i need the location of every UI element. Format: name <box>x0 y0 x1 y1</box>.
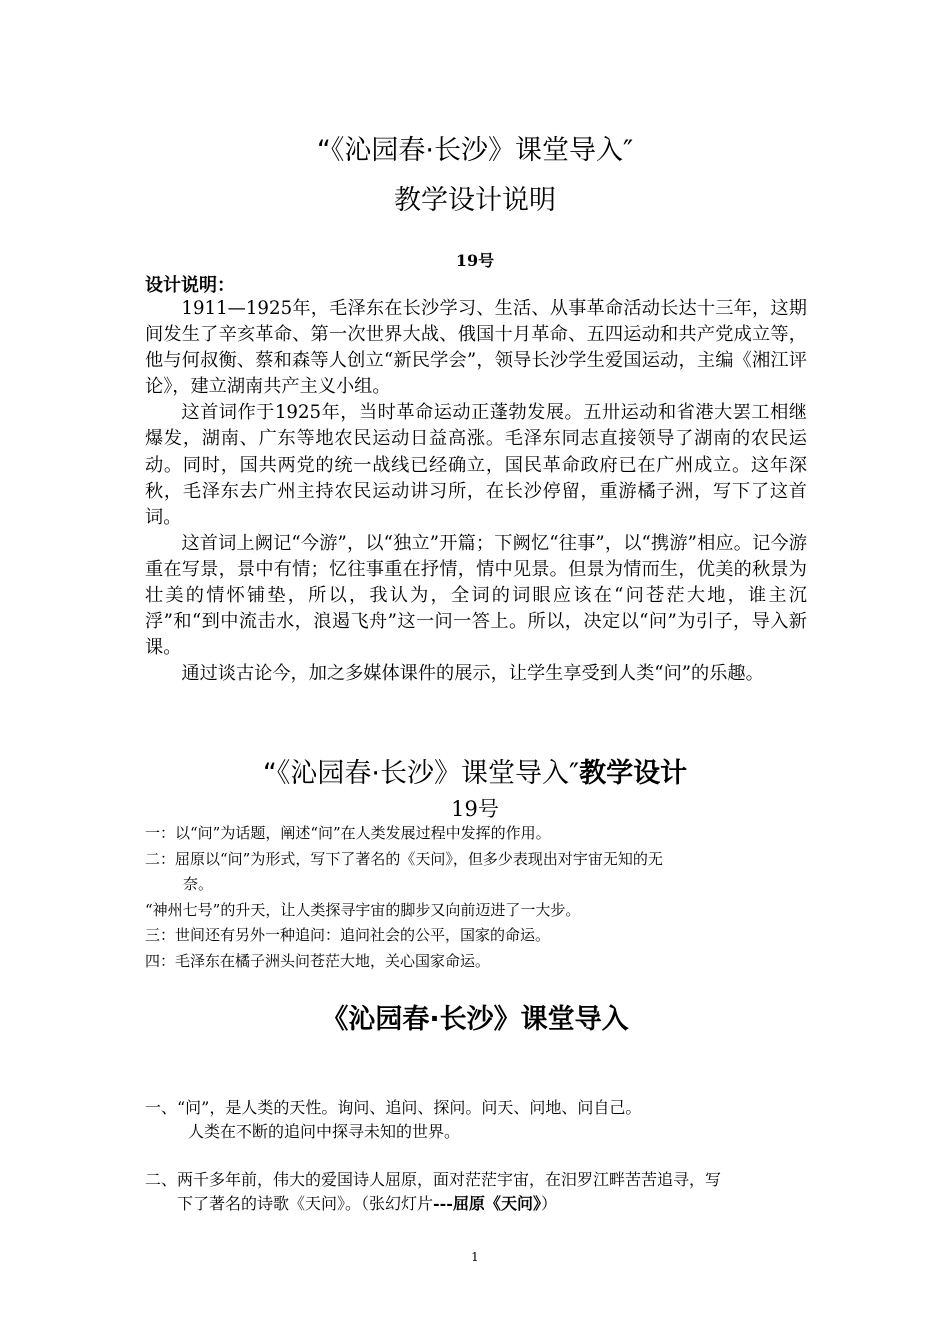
list-item: 奈。 <box>183 875 214 893</box>
design-title-main: “《沁园春·长沙》课堂导入″ <box>262 758 580 789</box>
explanation-body <box>145 296 807 687</box>
intro-title: 《沁园春·长沙》课堂导入 <box>321 1004 629 1035</box>
author-number: 19号 <box>455 251 495 270</box>
intro-item-1-line-2: 人类在不断的追问中探寻未知的世界。 <box>188 1122 461 1141</box>
intro-item-2 <box>145 1168 810 1216</box>
section-label: 设计说明： <box>145 275 235 296</box>
list-item: 三：世间还有另外一种追问：追问社会的公平，国家的命运。 <box>145 926 551 944</box>
paragraph: 这首词上阙记“今游”，以“独立”开篇；下阙忆“往事”，以“携游”相应。记今游重在写景，景中有情；忆往事重在抒情，情中见景。但景为情而生，优美的秋景为壮美的情怀铺垫，所以，我认为，全词的词眼应该在“问苍茫大地，谁主沉浮”和“到中流击水，浪遏飞舟”这一问一答上。所以，决定以“问”为引子，导入新课。 <box>145 532 807 659</box>
design-title-bold: 教学设计 <box>579 758 688 789</box>
paragraph: 通过谈古论今，加之多媒体课件的展示，让学生享受到人类“问”的乐趣。 <box>181 663 764 685</box>
page-subtitle: 教学设计说明 <box>394 185 556 216</box>
list-item: 二：屈原以“问”为形式，写下了著名的《天问》，但多少表现出对宇宙无知的无 <box>145 849 663 868</box>
paragraph: 1911—1925年，毛泽东在长沙学习、生活、从事革命活动长达十三年，这期间发生了辛亥革命、第一次世界大战、俄国十月革命、五四运动和共产党成立等，他与何叔衡、蔡和森等人创立“新民学会”，领导长沙学生爱国运动，主编《湘江评论》，建立湖南共产主义小组。 <box>145 298 807 398</box>
intro-item-1 <box>145 1096 810 1144</box>
design-list <box>145 821 807 974</box>
page-number: 1 <box>471 1250 479 1264</box>
intro-item-1-line-1: 一、“问”，是人类的天性。询问、追问、探问。问天、问地、问自己。 <box>145 1098 642 1117</box>
design-title <box>0 757 950 791</box>
page-title: “《沁园春·长沙》课堂导入″ <box>316 135 634 166</box>
list-item: “神州七号”的升天，让人类探寻宇宙的脚步又向前迈进了一大步。 <box>145 900 581 919</box>
intro-item-2-end: ） <box>540 1194 557 1213</box>
intro-item-2-line-1: 二、两千多年前，伟大的爱国诗人屈原，面对茫茫宇宙，在汨罗江畔苦苦追寻，写 <box>145 1170 722 1189</box>
intro-item-2-line-2 <box>145 1192 810 1216</box>
list-item: 四：毛泽东在橘子洲头问苍茫大地，关心国家命运。 <box>145 951 491 970</box>
intro-item-2-text: 下了著名的诗歌《天问》。（张幻灯片 <box>177 1194 434 1213</box>
intro-item-2-bold: ---屈原《天问》 <box>433 1194 541 1213</box>
design-author: 19号 <box>451 797 499 821</box>
paragraph: 这首词作于1925年，当时革命运动正蓬勃发展。五卅运动和省港大罢工相继爆发，湖南、广东等地农民运动日益高涨。毛泽东同志直接领导了湖南的农民运动。同时，国共两党的统一战线已经确立，国民革命政府已在广州成立。这年深秋，毛泽东去广州主持农民运动讲习所，在长沙停留，重游橘子洲，写下了这首词。 <box>145 402 807 528</box>
list-item: 一：以“问”为话题，阐述“问”在人类发展过程中发挥的作用。 <box>145 824 551 842</box>
